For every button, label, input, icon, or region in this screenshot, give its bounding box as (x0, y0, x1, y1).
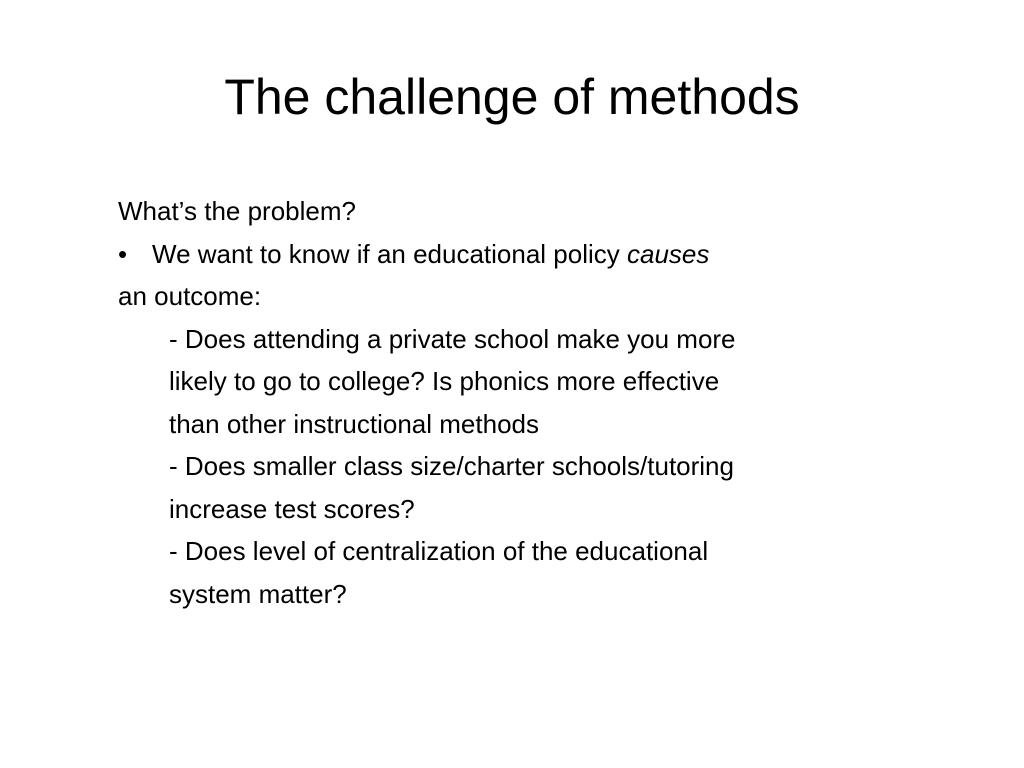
sub-line-2: likely to go to college? Is phonics more effective (169, 366, 720, 396)
slide-body (118, 190, 908, 615)
sub-line-3: than other instructional methods (169, 408, 539, 439)
bullet-emphasis: causes (627, 238, 710, 269)
sub-line-1: - Does attending a private school make you more (169, 323, 736, 354)
bullet-continuation: an outcome: (118, 281, 262, 311)
sub-line-5: increase test scores? (169, 493, 415, 524)
problem-question: What’s the problem? (118, 196, 356, 226)
sub-line-6: - Does level of centralization of the educational (169, 536, 709, 566)
bullet-text: We want to know if an educational policy (152, 238, 628, 269)
bullet-item (118, 233, 908, 276)
bullet-icon: • (118, 238, 128, 269)
slide-title: The challenge of methods (224, 69, 800, 125)
sub-line-7: system matter? (169, 578, 347, 609)
sub-line-4: - Does smaller class size/charter schools/tutoring (169, 451, 734, 481)
